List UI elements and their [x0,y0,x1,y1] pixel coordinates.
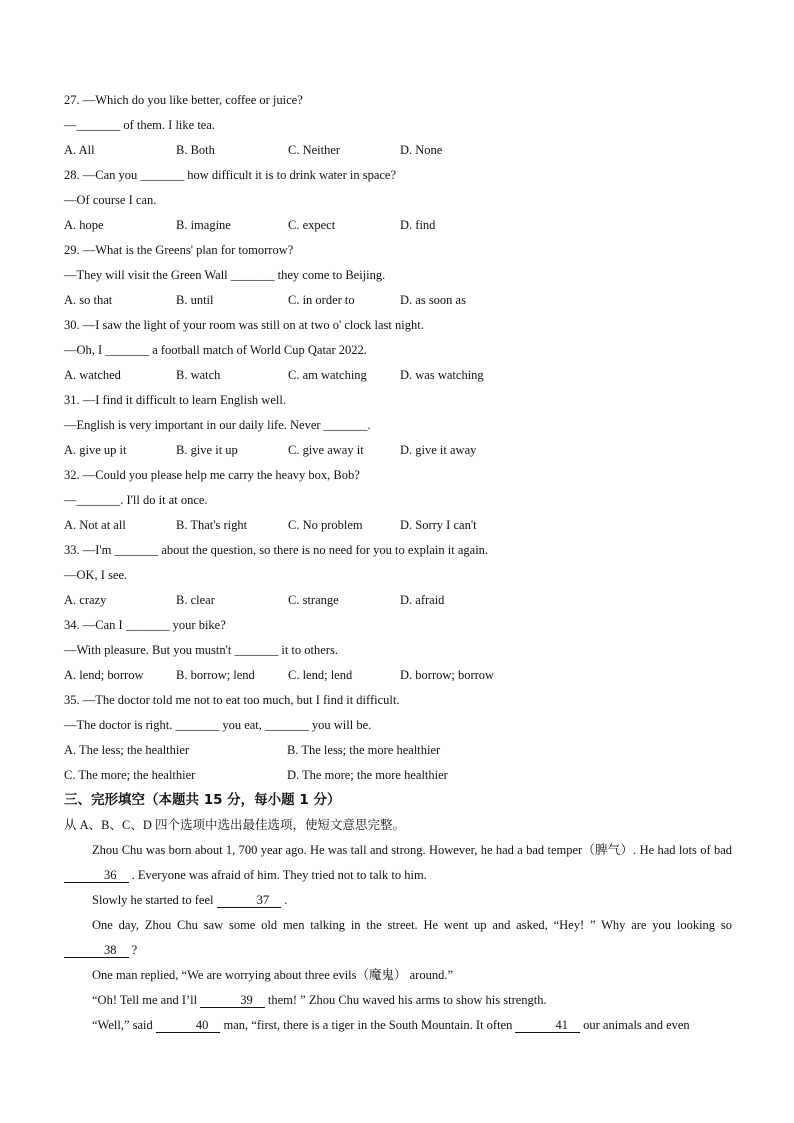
option-a[interactable]: A. lend; borrow [64,668,144,682]
option-a[interactable]: A. All [64,143,95,157]
option-a[interactable]: A. Not at all [64,518,126,532]
option-b[interactable]: B. borrow; lend [176,668,255,682]
option-c[interactable]: C. expect [288,218,336,232]
passage-paragraph: One man replied, “We are worrying about three evils（魔鬼） around.” [92,968,454,982]
option-a[interactable]: A. so that [64,293,113,307]
option-a[interactable]: A. hope [64,218,104,232]
question-31 [64,388,732,463]
options-row [64,288,732,313]
question-reply: —They will visit the Green Wall _______ they come to Beijing. [64,268,386,282]
question-reply: —Of course I can. [64,193,157,207]
question-stem: 32. —Could you please help me carry the heavy box, Bob? [64,468,360,482]
blank-38[interactable]: 38 [64,943,129,958]
section-heading: 三、完形填空（本题共 15 分，每小题 1 分） [64,792,341,808]
question-stem: 29. —What is the Greens' plan for tomorrow? [64,243,294,257]
option-b[interactable]: B. The less; the more healthier [287,743,441,757]
options-row [64,138,732,163]
options-row [64,213,732,238]
blank-36[interactable]: 36 [64,868,129,883]
options-row [64,763,732,788]
question-stem: 31. —I find it difficult to learn English well. [64,393,286,407]
options-row [64,588,732,613]
option-a[interactable]: A. watched [64,368,121,382]
option-d[interactable]: D. give it away [400,443,477,457]
option-b[interactable]: B. That's right [176,518,248,532]
option-c[interactable]: C. Neither [288,143,341,157]
question-reply: —OK, I see. [64,568,128,582]
options-row [64,438,732,463]
question-33 [64,538,732,613]
question-29 [64,238,732,313]
question-32 [64,463,732,538]
question-35 [64,688,732,788]
question-stem: 35. —The doctor told me not to eat too much, but I find it difficult. [64,693,400,707]
option-c[interactable]: C. No problem [288,518,363,532]
question-30 [64,313,732,388]
option-c[interactable]: C. The more; the healthier [64,768,196,782]
passage-paragraph: One day, Zhou Chu saw some old men talking in the street. He went up and asked, “Hey! ” Why are you looking so 38 ? [64,913,732,963]
passage-paragraph: Zhou Chu was born about 1, 700 year ago. He was tall and strong. However, he had a bad temper（脾气）. He had lots of bad 36 . Everyone was afraid of him. They tried not to talk to him. [64,838,732,888]
options-row [64,738,732,763]
passage-paragraph: “Well,” said 40 man, “first, there is a tiger in the South Mountain. It often 41 our animals and even [92,1018,690,1032]
question-stem: 34. —Can I _______ your bike? [64,618,226,632]
question-stem: 27. —Which do you like better, coffee or juice? [64,93,303,107]
option-d[interactable]: D. Sorry I can't [400,518,477,532]
option-b[interactable]: B. clear [176,593,215,607]
question-reply: —_______. I'll do it at once. [64,493,208,507]
question-stem: 33. —I'm _______ about the question, so there is no need for you to explain it again. [64,543,489,557]
question-stem: 30. —I saw the light of your room was still on at two o' clock last night. [64,318,424,332]
option-d[interactable]: D. find [400,218,436,232]
question-34 [64,613,732,688]
question-reply: —English is very important in our daily life. Never _______. [64,418,371,432]
option-d[interactable]: D. None [400,143,443,157]
passage-paragraph: “Oh! Tell me and I’ll 39 them! ” Zhou Chu waved his arms to show his strength. [92,993,547,1007]
option-d[interactable]: D. borrow; borrow [400,668,495,682]
option-d[interactable]: D. was watching [400,368,484,382]
option-b[interactable]: B. until [176,293,214,307]
options-row [64,363,732,388]
cloze-passage [64,838,732,1038]
option-b[interactable]: B. give it up [176,443,238,457]
option-d[interactable]: D. The more; the more healthier [287,768,448,782]
question-reply: —With pleasure. But you mustn't _______ it to others. [64,643,338,657]
question-reply: —Oh, I _______ a football match of World Cup Qatar 2022. [64,343,367,357]
question-28 [64,163,732,238]
option-a[interactable]: A. crazy [64,593,107,607]
question-reply: —_______ of them. I like tea. [64,118,216,132]
options-row [64,513,732,538]
passage-paragraph: Slowly he started to feel 37 . [92,893,288,907]
option-c[interactable]: C. lend; lend [288,668,353,682]
section-instruction: 从 A、B、C、D 四个选项中选出最佳选项，使短文意思完整。 [64,818,405,832]
question-reply: —The doctor is right. _______ you eat, _______ you will be. [64,718,372,732]
option-a[interactable]: A. The less; the healthier [64,743,190,757]
options-row [64,663,732,688]
question-27 [64,88,732,163]
blank-39[interactable]: 39 [200,993,265,1008]
option-b[interactable]: B. Both [176,143,215,157]
blank-37[interactable]: 37 [217,893,282,908]
option-d[interactable]: D. as soon as [400,293,466,307]
option-c[interactable]: C. am watching [288,368,367,382]
option-c[interactable]: C. strange [288,593,339,607]
option-c[interactable]: C. in order to [288,293,355,307]
exam-page [64,88,732,1038]
option-b[interactable]: B. imagine [176,218,231,232]
question-stem: 28. —Can you _______ how difficult it is to drink water in space? [64,168,397,182]
option-b[interactable]: B. watch [176,368,221,382]
blank-40[interactable]: 40 [156,1018,221,1033]
option-c[interactable]: C. give away it [288,443,364,457]
option-d[interactable]: D. afraid [400,593,445,607]
blank-41[interactable]: 41 [515,1018,580,1033]
option-a[interactable]: A. give up it [64,443,127,457]
